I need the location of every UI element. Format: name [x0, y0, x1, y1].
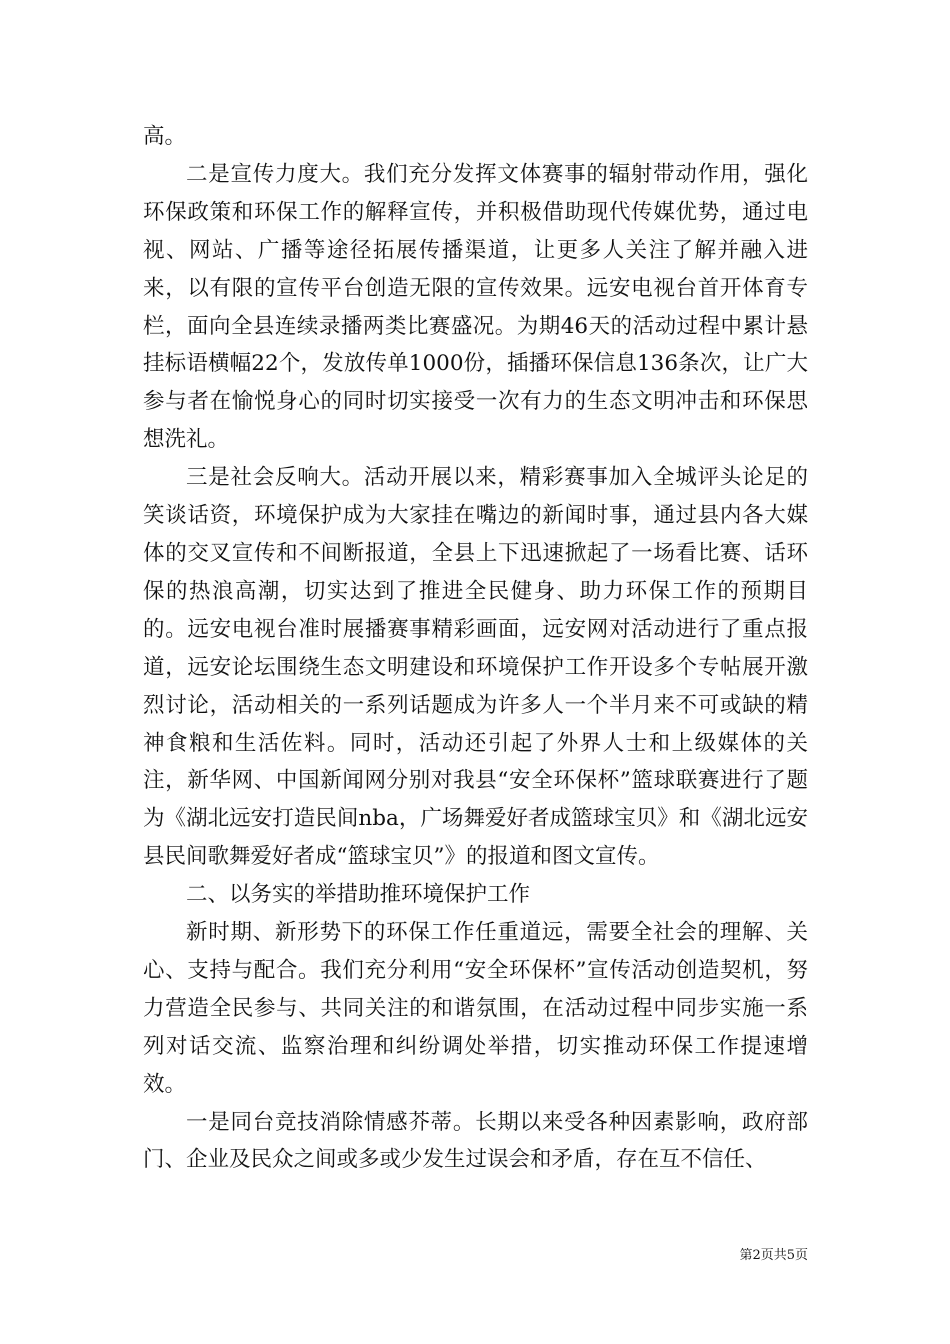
- paragraph-competition: 一是同台竞技消除情感芥蒂。长期以来受各种因素影响，政府部门、企业及民众之间或多或少发生过误会和矛盾，存在互不信任、: [143, 1109, 808, 1173]
- section-heading: 二、以务实的举措助推环境保护工作: [186, 882, 531, 908]
- document-body: [143, 118, 808, 1179]
- paragraph-publicity-strength: 二是宣传力度大。我们充分发挥文体赛事的辐射带动作用，强化环保政策和环保工作的解释宣传，并积极借助现代传媒优势，通过电视、网站、广播等途径拓展传播渠道，让更多人关注了解并融入进来，以有限的宣传平台创造无限的宣传效果。远安电视台首开体育专栏，面向全县连续录播两类比赛盛况。为期46天的活动过程中累计悬挂标语横幅22个，发放传单1000份，插播环保信息136条次，让广大参与者在愉悦身心的同时切实接受一次有力的生态文明冲击和环保思想洗礼。: [143, 161, 808, 453]
- page-number: 第2页共5页: [739, 1248, 808, 1263]
- paragraph-continuation: 高。: [143, 124, 187, 149]
- paragraph-new-era: 新时期、新形势下的环保工作任重道远，需要全社会的理解、关心、支持与配合。我们充分利用“安全环保杯”宣传活动创造契机，努力营造全民参与、共同关注的和谐氛围，在活动过程中同步实施一系列对话交流、监察治理和纠纷调处举措，切实推动环保工作提速增效。: [143, 920, 808, 1097]
- paragraph-social-response: 三是社会反响大。活动开展以来，精彩赛事加入全城评头论足的笑谈话资，环境保护成为大家挂在嘴边的新闻时事，通过县内各大媒体的交叉宣传和不间断报道，全县上下迅速掀起了一场看比赛、话环保的热浪高潮，切实达到了推进全民健身、助力环保工作的预期目的。远安电视台准时展播赛事精彩画面，远安网对活动进行了重点报道，远安论坛围绕生态文明建设和环境保护工作开设多个专帖展开激烈讨论，活动相关的一系列话题成为许多人一个半月来不可或缺的精神食粮和生活佐料。同时，活动还引起了外界人士和上级媒体的关注，新华网、中国新闻网分别对我县“安全环保杯”篮球联赛进行了题为《湖北远安打造民间nba，广场舞爱好者成篮球宝贝》和《湖北远安县民间歌舞爱好者成“篮球宝贝”》的报道和图文宣传。: [143, 465, 808, 870]
